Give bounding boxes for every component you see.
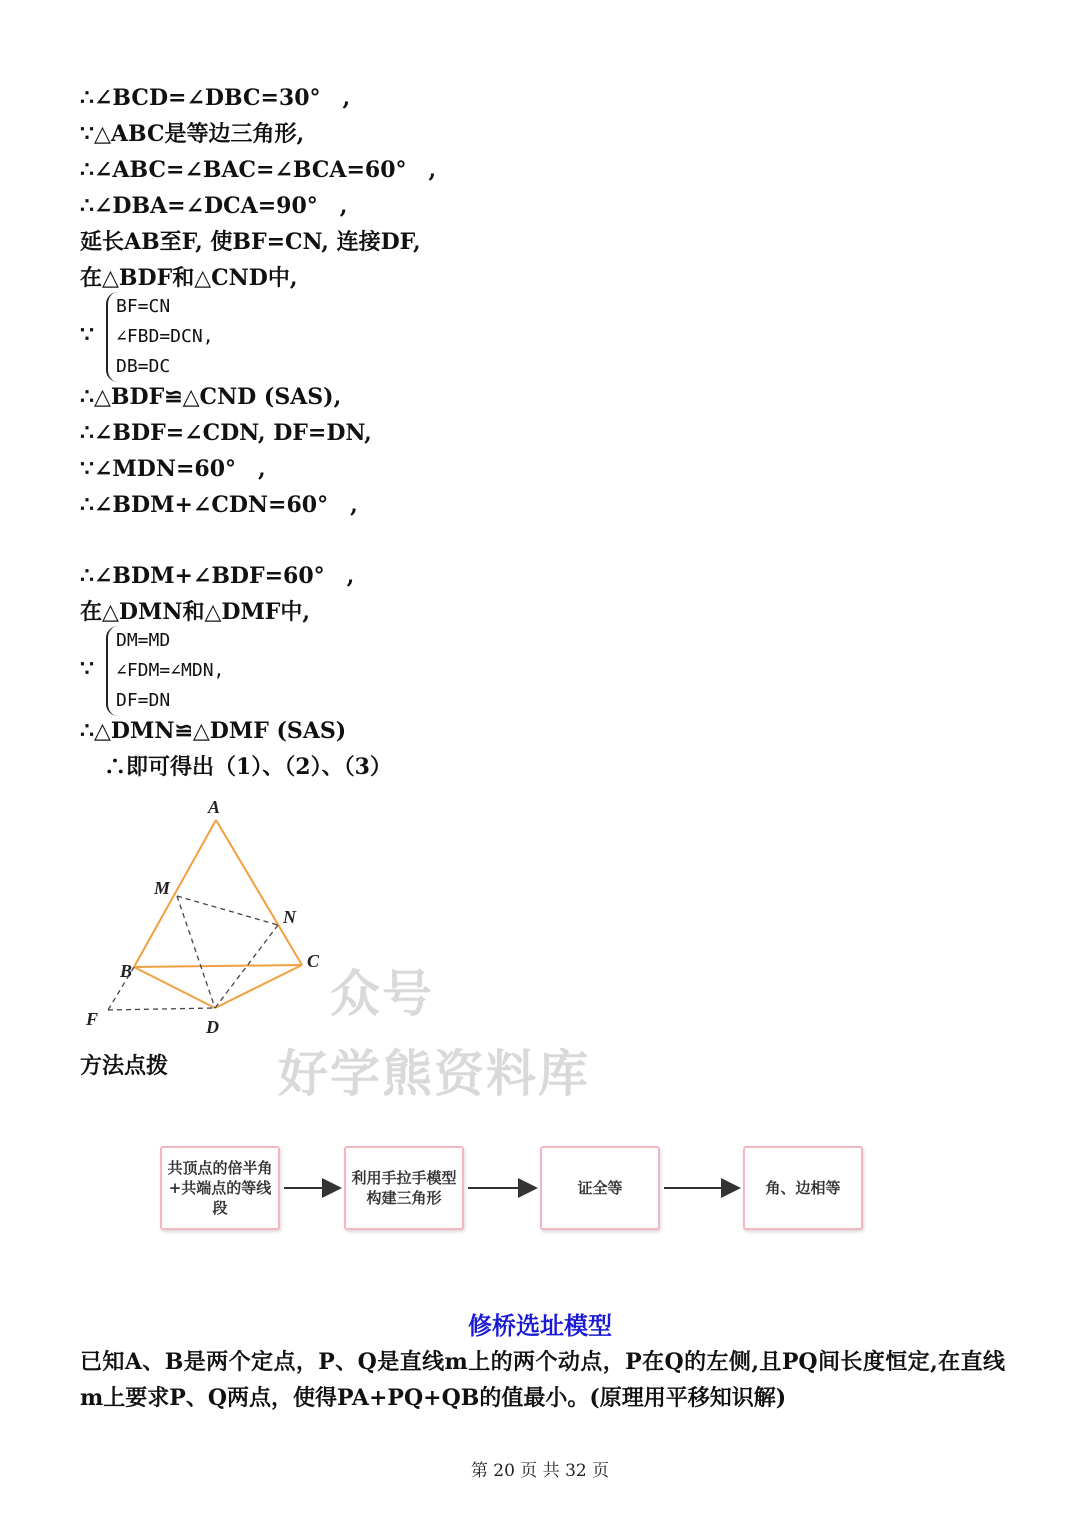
method-heading: 方法点拨 [80,1053,169,1079]
edge-AB [134,820,216,967]
proof-line: ∴△BDF≌△CND (SAS), [80,384,342,410]
label-F: F [86,1009,99,1029]
label-C: C [307,951,320,971]
condition-row: DF=DN [116,690,171,711]
flow-step-3: 证全等 [540,1146,660,1230]
proof-line: ∴∠BDF=∠CDN, DF=DN, [80,420,372,446]
conclusion-line: ∴即可得出（1）、（2）、（3） [104,754,392,780]
proof-line: ∵△ABC是等边三角形, [80,121,305,147]
segment-FD [108,1008,215,1010]
label-N: N [283,907,296,927]
label-A: A [208,797,221,817]
watermark-line2: 好学熊资料库 [278,1045,590,1103]
because-symbol: ∵ [80,322,94,348]
condition-row: ∠FBD=DCN, [116,326,214,347]
flow-step-1: 共顶点的倍半角+共端点的等线段 [160,1146,280,1230]
condition-row: ∠FDM=∠MDN, [116,660,225,681]
edge-AC [216,820,302,965]
proof-line: ∴∠ABC=∠BAC=∠BCA=60° , [80,157,437,183]
proof-line: 延长AB至F, 使BF=CN, 连接DF, [80,229,421,255]
proof-line: ∴∠DBA=∠DCA=90° , [80,193,348,219]
proof-line: ∴∠BDM+∠BDF=60° , [80,563,355,589]
proof-line: 在△BDF和△CND中, [80,265,298,291]
problem-paragraph: 已知A、B是两个定点，P、Q是直线m上的两个动点，P在Q的左侧,且PQ间长度恒定,在直线m上要求P、Q两点，使得PA+PQ+QB的值最小。(原理用平移知识解) [80,1349,1005,1411]
flow-step-2: 利用手拉手模型构建三角形 [344,1146,464,1230]
brace-rows [106,626,224,716]
label-M: M [154,878,171,898]
proof-line: ∵∠MDN=60° , [80,456,266,482]
condition-row: BF=CN [116,296,171,317]
flow-arrows [0,1170,1080,1210]
brace-rows [106,292,214,382]
edge-BC [134,965,302,967]
flow-step-4: 角、边相等 [743,1146,863,1230]
label-D: D [206,1017,219,1037]
label-B: B [120,961,133,981]
condition-row: DM=MD [116,630,171,651]
proof-line: 在△DMN和△DMF中, [80,599,311,625]
edge-CD [215,965,302,1008]
watermark-line1: 众号 [330,965,434,1023]
condition-row: DB=DC [116,356,171,377]
proof-line: ∴∠BDM+∠CDN=60° , [80,492,358,518]
proof-line: ∴△DMN≌△DMF (SAS) [80,718,347,744]
proof-line: ∴∠BCD=∠DBC=30° , [80,85,351,111]
page-footer: 第 20 页 共 32 页 [470,1461,610,1481]
section-title: 修桥选址模型 [468,1311,612,1340]
because-symbol: ∵ [80,656,94,682]
